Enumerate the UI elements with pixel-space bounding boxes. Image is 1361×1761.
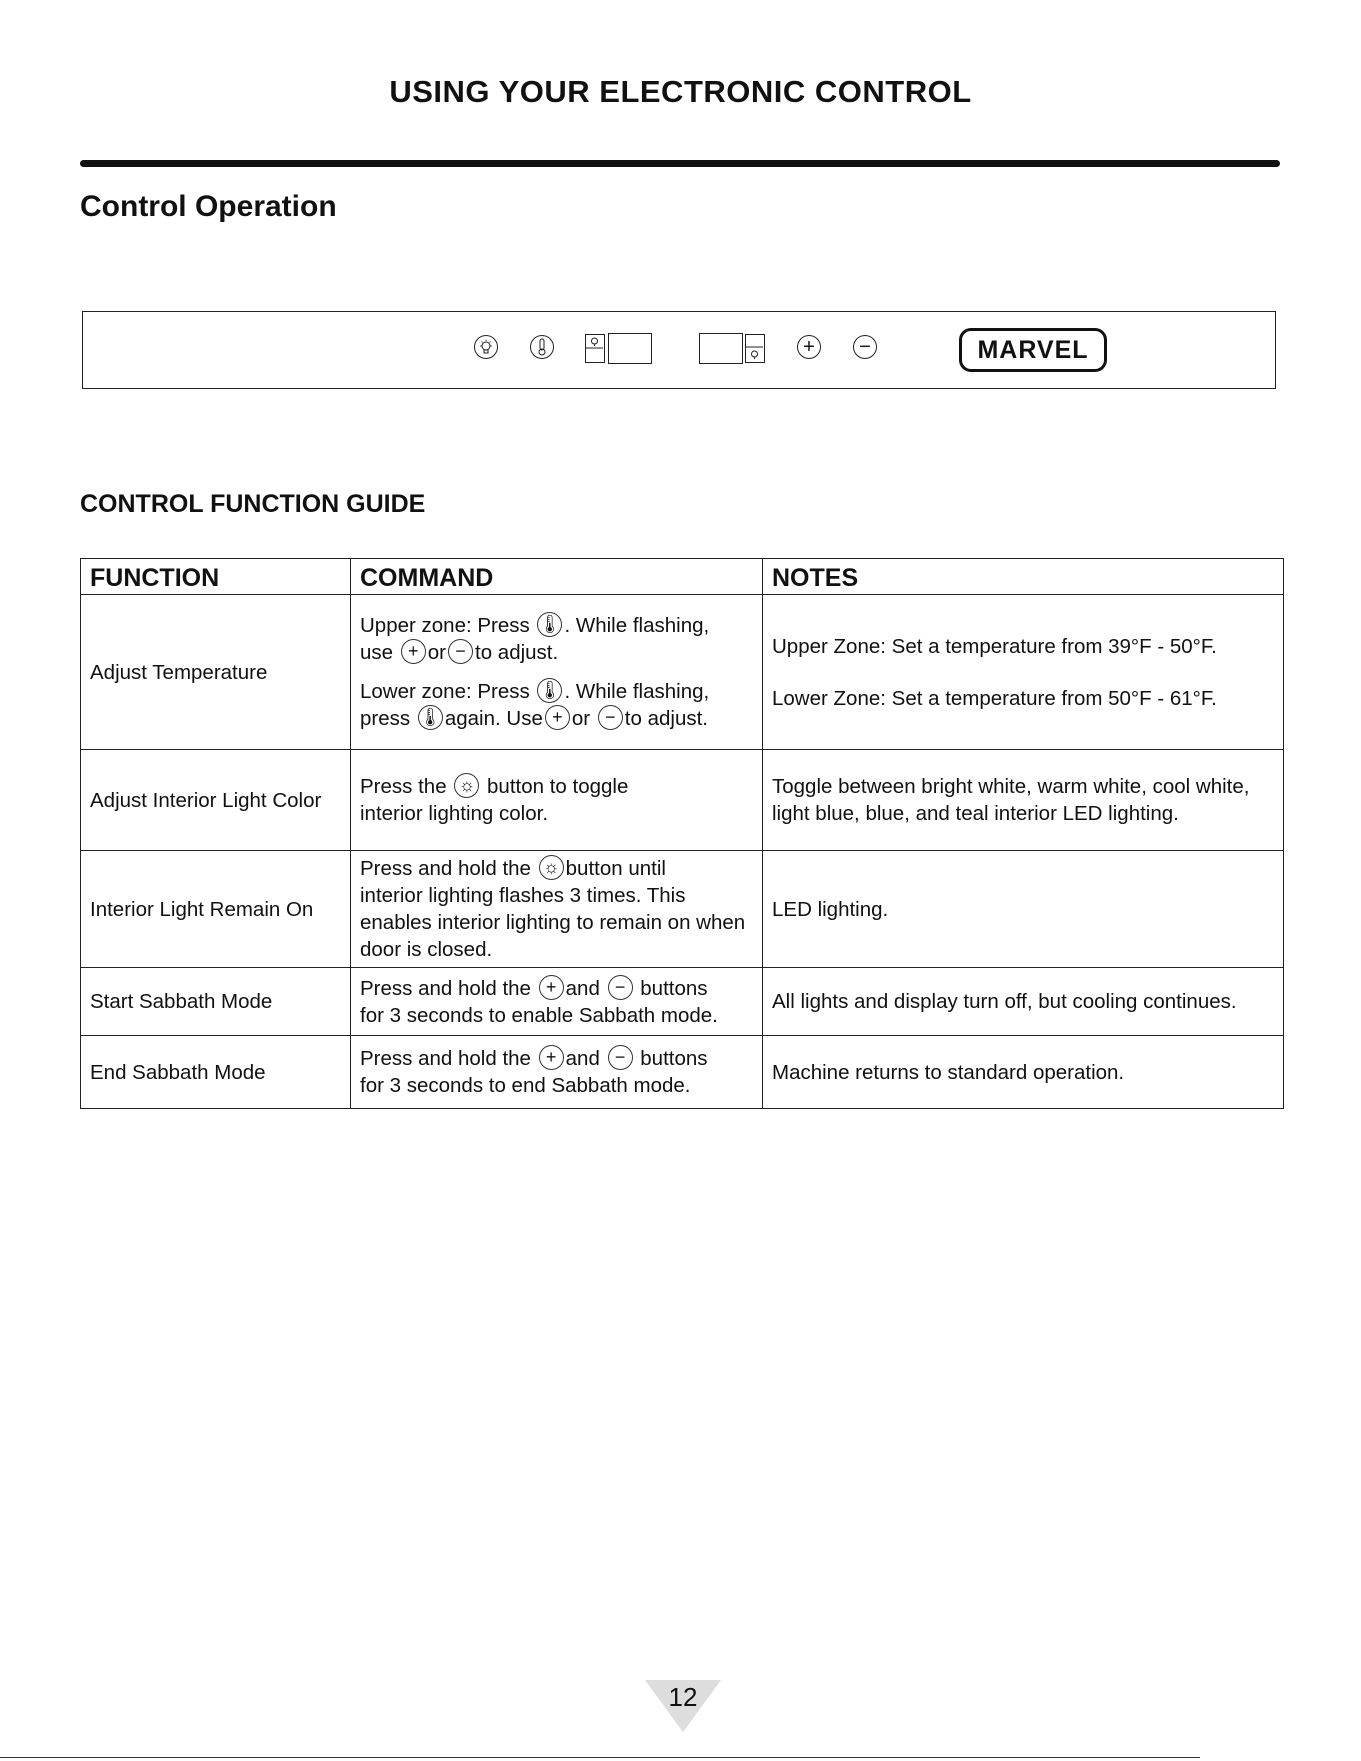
function-cell: Interior Light Remain On xyxy=(81,851,351,968)
table-row xyxy=(81,1036,1284,1109)
plus-icon: + xyxy=(539,975,564,1000)
plus-icon: + xyxy=(545,705,570,730)
cmd-text: buttons xyxy=(640,1047,708,1071)
light-icon: ☼ xyxy=(454,773,479,798)
function-cell: Adjust Interior Light Color xyxy=(81,750,351,851)
minus-icon: − xyxy=(608,975,633,1000)
function-cell: End Sabbath Mode xyxy=(81,1036,351,1109)
note-text: Lower Zone: Set a temperature from 50°F - 61°F. xyxy=(772,686,1217,710)
light-icon xyxy=(474,335,498,359)
notes-cell: Toggle between bright white, warm white, cool white, light blue, blue, and teal interior LED lighting. xyxy=(763,750,1284,851)
cmd-text: or xyxy=(571,707,591,731)
notes-cell: LED lighting. xyxy=(763,851,1284,968)
thermometer-icon: 🌡 xyxy=(537,678,562,703)
minus-icon: − xyxy=(448,639,473,664)
minus-icon: − xyxy=(598,705,623,730)
note-text: Upper Zone: Set a temperature from 39°F - 50°F. xyxy=(772,634,1217,658)
notes-cell: Machine returns to standard operation. xyxy=(763,1036,1284,1109)
cmd-text: Press and hold the xyxy=(360,1047,531,1071)
command-cell xyxy=(351,851,763,968)
cmd-text: and xyxy=(565,1047,600,1071)
command-cell xyxy=(351,595,763,750)
cmd-text: Press the xyxy=(360,774,447,798)
cmd-text: interior lighting color. xyxy=(360,802,549,826)
control-function-table xyxy=(80,558,1284,1109)
lower-zone-icon xyxy=(745,334,765,363)
function-cell: Adjust Temperature xyxy=(81,595,351,750)
plus-icon: + xyxy=(401,639,426,664)
notes-header: NOTES xyxy=(763,559,1284,595)
cmd-text: again. Use xyxy=(444,707,543,731)
lower-temp-display xyxy=(699,333,743,364)
cmd-text: . While flashing, xyxy=(564,680,710,703)
plus-icon: + xyxy=(797,335,821,359)
cmd-text: or xyxy=(427,640,446,664)
command-cell xyxy=(351,968,763,1036)
command-header: COMMAND xyxy=(351,559,763,595)
section-title: Control Operation xyxy=(80,190,337,223)
cmd-text: to adjust. xyxy=(475,640,559,664)
table-row xyxy=(81,968,1284,1036)
table-row xyxy=(81,595,1284,750)
upper-temp-display xyxy=(608,333,652,364)
cmd-text: and xyxy=(565,976,600,1000)
cmd-text: to adjust. xyxy=(624,707,708,731)
cmd-text: button to toggle xyxy=(487,774,629,798)
cmd-text: . While flashing, xyxy=(564,613,710,637)
table-row xyxy=(81,750,1284,851)
command-cell xyxy=(351,750,763,851)
light-icon: ☼ xyxy=(539,855,564,880)
cmd-text: button until xyxy=(565,857,666,880)
cmd-text: Press and hold the xyxy=(360,976,531,1000)
cmd-text: Press and hold the xyxy=(360,857,531,880)
cmd-text: for 3 seconds to enable Sabbath mode. xyxy=(360,1003,718,1027)
brand-logo: MARVEL xyxy=(959,328,1107,372)
bottom-edge-line xyxy=(0,1757,1200,1758)
notes-cell: All lights and display turn off, but cooling continues. xyxy=(763,968,1284,1036)
thermometer-icon: 🌡 xyxy=(418,705,443,730)
minus-icon: − xyxy=(608,1045,633,1070)
notes-cell xyxy=(763,595,1284,750)
cmd-text: for 3 seconds to end Sabbath mode. xyxy=(360,1074,691,1098)
cmd-text: use xyxy=(360,640,394,664)
cmd-text: press xyxy=(360,707,411,731)
function-header: FUNCTION xyxy=(81,559,351,595)
header-divider xyxy=(80,160,1280,167)
cmd-text: Upper zone: Press xyxy=(360,613,530,637)
page-number-marker xyxy=(645,1680,721,1732)
table-header-row xyxy=(81,559,1284,595)
cmd-text: buttons xyxy=(640,976,708,1000)
function-cell: Start Sabbath Mode xyxy=(81,968,351,1036)
upper-zone-icon xyxy=(585,334,605,363)
plus-icon: + xyxy=(539,1045,564,1070)
table-row xyxy=(81,851,1284,968)
minus-icon: − xyxy=(853,335,877,359)
cmd-text: Lower zone: Press xyxy=(360,680,530,703)
guide-title: CONTROL FUNCTION GUIDE xyxy=(80,490,426,518)
command-cell xyxy=(351,1036,763,1109)
cmd-text: interior lighting flashes 3 times. This enables interior lighting to remain on when door is closed. xyxy=(360,884,746,962)
page-number: 12 xyxy=(668,1682,698,1712)
thermometer-icon: 🌡 xyxy=(537,612,562,637)
thermometer-icon xyxy=(530,335,554,359)
page-title: USING YOUR ELECTRONIC CONTROL xyxy=(389,74,972,109)
control-panel-diagram xyxy=(82,311,1276,389)
